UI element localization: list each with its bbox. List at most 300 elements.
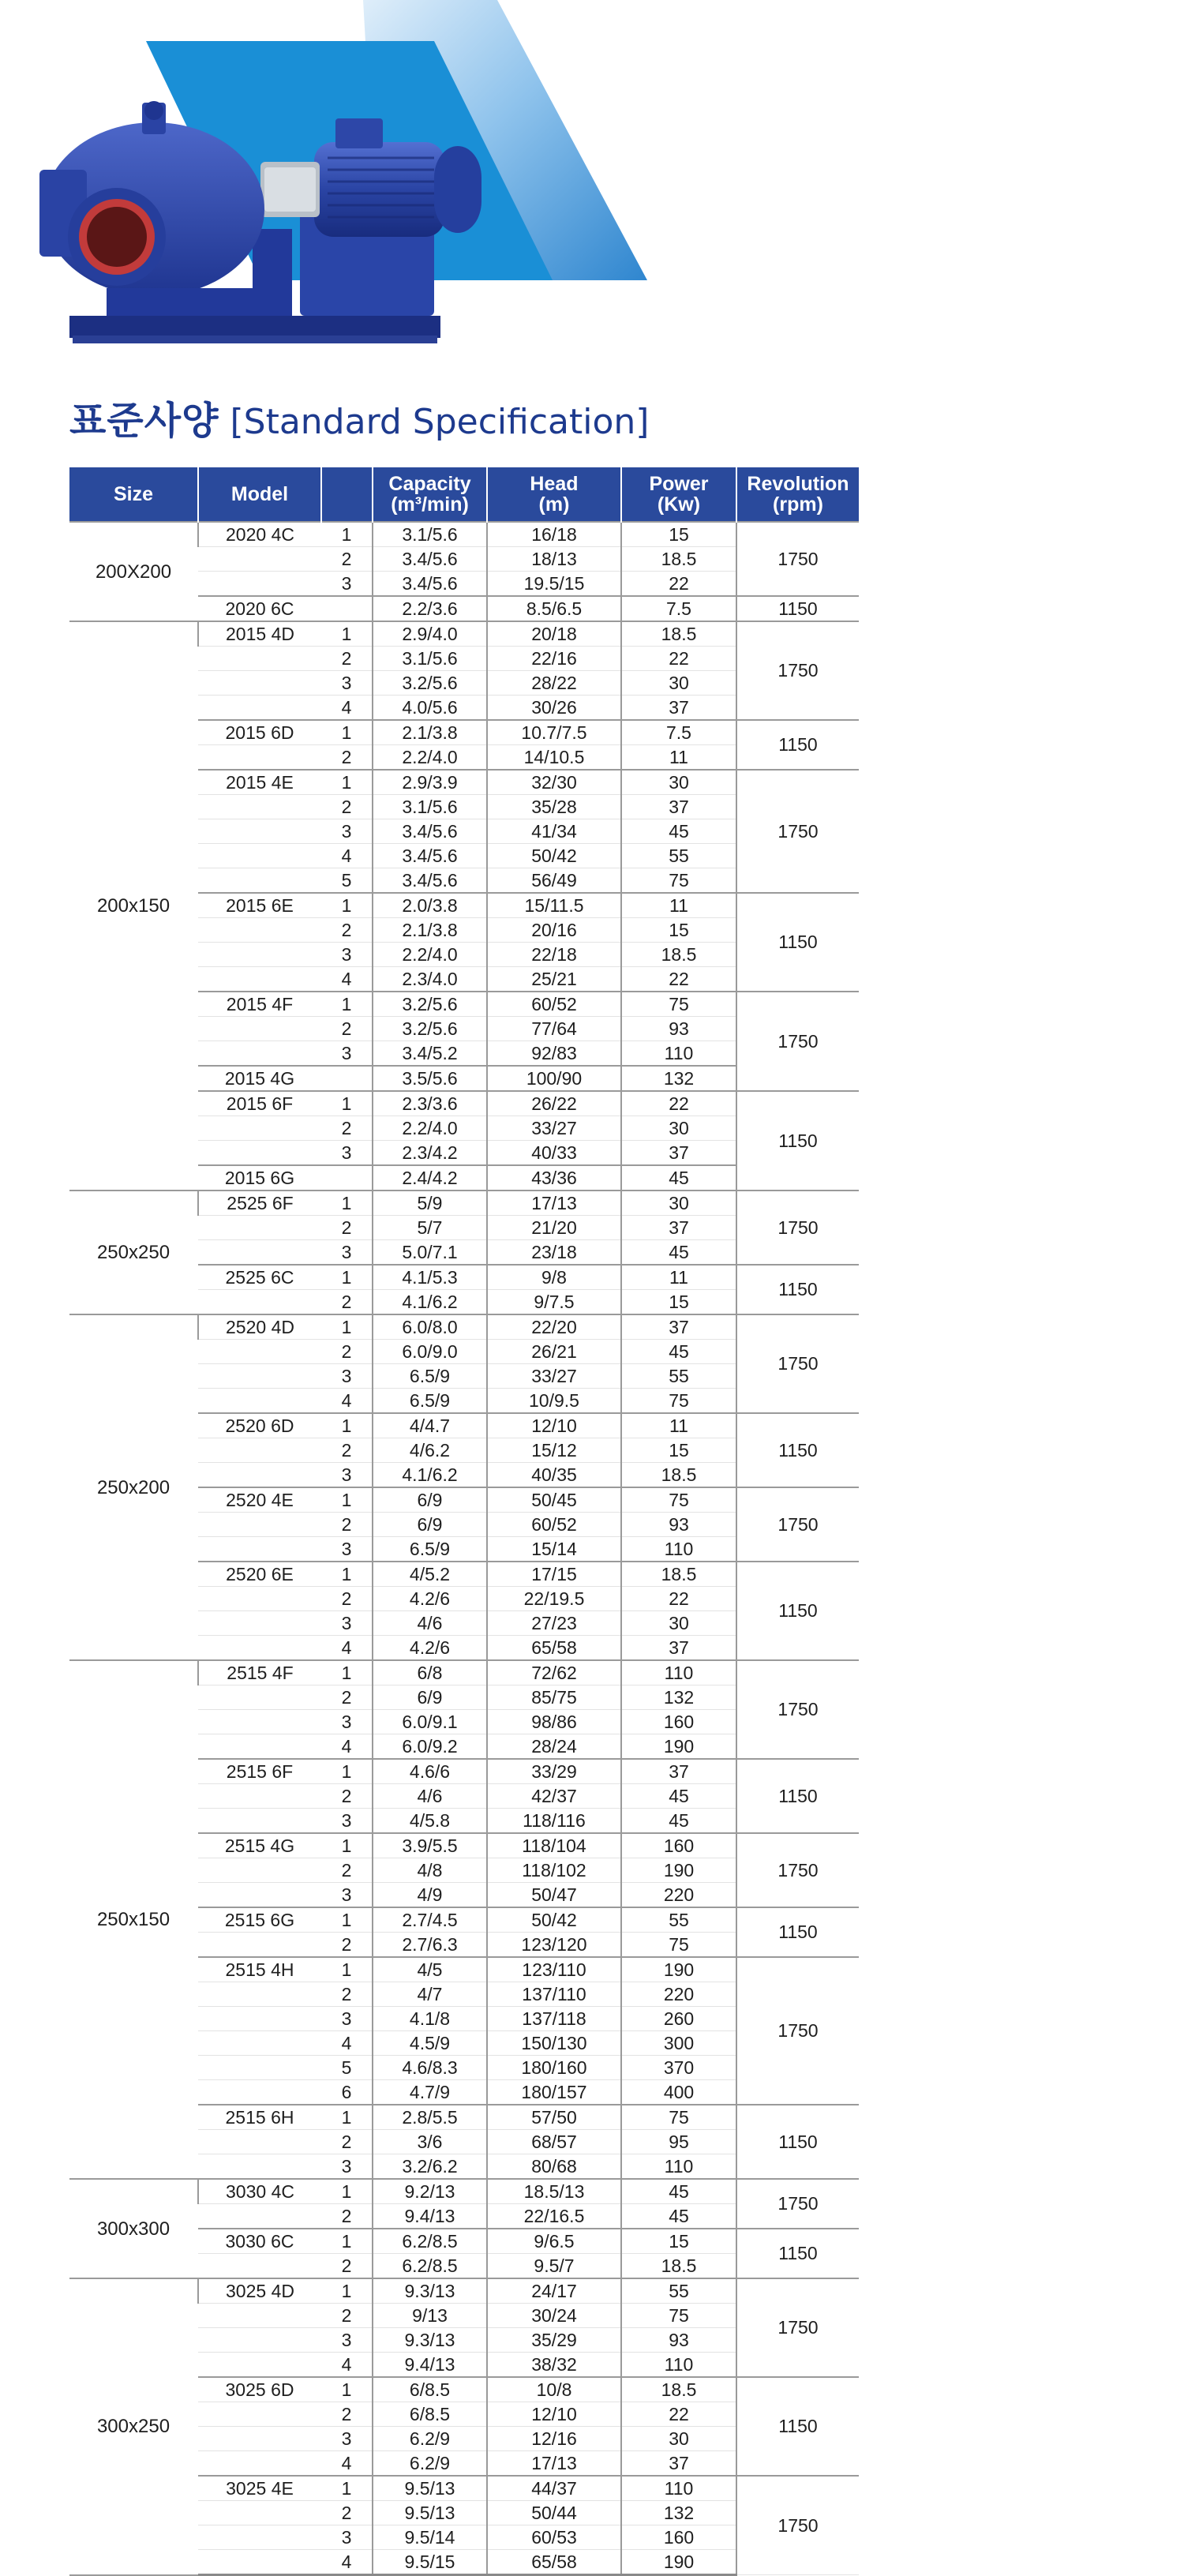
model-cell <box>198 2204 321 2229</box>
power-cell: 95 <box>621 2130 736 2154</box>
head-cell: 77/64 <box>487 1017 621 1041</box>
model-cell <box>198 647 321 671</box>
size-cell: 250x200 <box>69 1314 198 1660</box>
stage-number-cell: 1 <box>321 992 373 1017</box>
head-cell: 92/83 <box>487 1041 621 1067</box>
capacity-cell: 4.1/8 <box>373 2007 487 2031</box>
stage-number-cell: 3 <box>321 2007 373 2031</box>
head-cell: 150/130 <box>487 2031 621 2056</box>
power-cell: 11 <box>621 893 736 918</box>
model-cell <box>198 1587 321 1611</box>
power-cell: 75 <box>621 1487 736 1513</box>
head-cell: 44/37 <box>487 2476 621 2501</box>
size-cell: 250x250 <box>69 1191 198 1314</box>
capacity-cell: 4.1/6.2 <box>373 1290 487 1315</box>
head-cell: 50/42 <box>487 1907 621 1933</box>
power-cell: 30 <box>621 2427 736 2451</box>
power-cell: 110 <box>621 1041 736 1067</box>
stage-number-cell: 1 <box>321 2179 373 2204</box>
power-cell: 18.5 <box>621 2377 736 2402</box>
stage-number-cell: 2 <box>321 1933 373 1958</box>
power-cell: 220 <box>621 1883 736 1908</box>
power-cell: 37 <box>621 1636 736 1661</box>
power-cell: 190 <box>621 1734 736 1760</box>
stage-number-cell: 1 <box>321 1957 373 1982</box>
head-cell: 19.5/15 <box>487 572 621 597</box>
stage-number-cell: 3 <box>321 819 373 844</box>
model-cell: 2525 6C <box>198 1265 321 1290</box>
table-row <box>69 2278 859 2304</box>
revolution-cell: 1150 <box>736 2105 859 2179</box>
revolution-cell: 1150 <box>736 2377 859 2476</box>
capacity-cell: 3.2/5.6 <box>373 992 487 1017</box>
stage-number-cell: 2 <box>321 2204 373 2229</box>
power-cell: 75 <box>621 2304 736 2328</box>
capacity-cell: 2.7/4.5 <box>373 1907 487 1933</box>
power-cell: 160 <box>621 1833 736 1858</box>
head-cell: 22/18 <box>487 943 621 967</box>
table-header-row <box>69 467 859 522</box>
capacity-cell: 2.0/3.8 <box>373 893 487 918</box>
model-cell <box>198 1216 321 1240</box>
head-cell: 20/16 <box>487 918 621 943</box>
model-cell: 2015 6D <box>198 720 321 745</box>
capacity-cell: 2.3/3.6 <box>373 1091 487 1116</box>
stage-number-cell: 1 <box>321 1833 373 1858</box>
head-cell: 10/9.5 <box>487 1389 621 1414</box>
head-cell: 18.5/13 <box>487 2179 621 2204</box>
capacity-cell: 4/6 <box>373 1611 487 1636</box>
power-cell: 22 <box>621 967 736 992</box>
model-cell <box>198 1537 321 1562</box>
size-cell: 300x300 <box>69 2179 198 2278</box>
model-cell <box>198 1513 321 1537</box>
stage-number-cell: 3 <box>321 1809 373 1834</box>
capacity-cell: 9.5/13 <box>373 2476 487 2501</box>
model-cell <box>198 2031 321 2056</box>
table-row <box>69 1191 859 1216</box>
power-cell: 75 <box>621 868 736 894</box>
model-cell <box>198 1982 321 2007</box>
power-cell: 15 <box>621 1438 736 1463</box>
head-cell: 118/102 <box>487 1858 621 1883</box>
head-cell: 33/29 <box>487 1759 621 1784</box>
power-cell: 110 <box>621 2353 736 2378</box>
capacity-cell: 2.2/4.0 <box>373 745 487 771</box>
stage-number-cell: 2 <box>321 1017 373 1041</box>
stage-number-cell: 1 <box>321 1091 373 1116</box>
stage-number-cell: 3 <box>321 2328 373 2353</box>
revolution-cell: 1750 <box>736 2476 859 2575</box>
power-cell: 22 <box>621 1587 736 1611</box>
head-cell: 21/20 <box>487 1216 621 1240</box>
stage-number-cell: 2 <box>321 1587 373 1611</box>
stage-number-cell: 2 <box>321 1116 373 1141</box>
model-cell <box>198 1141 321 1166</box>
stage-number-cell: 3 <box>321 1141 373 1166</box>
model-cell: 2520 4E <box>198 1487 321 1513</box>
capacity-cell: 4.0/5.6 <box>373 696 487 721</box>
stage-number-cell: 2 <box>321 745 373 771</box>
head-cell: 14/10.5 <box>487 745 621 771</box>
stage-number-cell: 4 <box>321 2451 373 2477</box>
head-cell: 15/12 <box>487 1438 621 1463</box>
head-cell: 137/118 <box>487 2007 621 2031</box>
head-cell: 33/27 <box>487 1116 621 1141</box>
power-cell: 37 <box>621 1759 736 1784</box>
head-cell: 26/21 <box>487 1340 621 1364</box>
capacity-cell: 6/8 <box>373 1660 487 1685</box>
model-cell <box>198 2451 321 2477</box>
power-cell: 37 <box>621 1314 736 1340</box>
model-cell <box>198 2056 321 2080</box>
size-cell: 250x150 <box>69 1660 198 2179</box>
model-cell: 2515 6G <box>198 1907 321 1933</box>
power-cell: 110 <box>621 2476 736 2501</box>
model-cell <box>198 696 321 721</box>
head-cell: 8.5/6.5 <box>487 596 621 621</box>
model-cell: 2515 6F <box>198 1759 321 1784</box>
header-model: Model <box>198 467 321 522</box>
head-cell: 60/52 <box>487 1513 621 1537</box>
power-cell: 18.5 <box>621 547 736 572</box>
stage-number-cell: 4 <box>321 967 373 992</box>
head-cell: 22/20 <box>487 1314 621 1340</box>
power-cell: 15 <box>621 522 736 547</box>
stage-number-cell: 3 <box>321 1883 373 1908</box>
capacity-cell: 5/9 <box>373 1191 487 1216</box>
head-cell: 9.5/7 <box>487 2254 621 2279</box>
revolution-cell: 1750 <box>736 1314 859 1413</box>
capacity-cell: 9.2/13 <box>373 2179 487 2204</box>
model-cell <box>198 1290 321 1315</box>
revolution-cell: 1750 <box>736 621 859 720</box>
stage-number-cell: 3 <box>321 2427 373 2451</box>
model-cell: 2515 6H <box>198 2105 321 2130</box>
head-cell: 12/10 <box>487 1413 621 1438</box>
stage-number-cell: 1 <box>321 1907 373 1933</box>
power-cell: 300 <box>621 2031 736 2056</box>
model-cell <box>198 2353 321 2378</box>
size-cell: 200X200 <box>69 522 198 621</box>
power-cell: 11 <box>621 745 736 771</box>
power-cell: 190 <box>621 1957 736 1982</box>
capacity-cell: 4.1/5.3 <box>373 1265 487 1290</box>
stage-number-cell: 3 <box>321 671 373 696</box>
model-cell <box>198 1340 321 1364</box>
stage-number-cell: 1 <box>321 1265 373 1290</box>
size-cell: 300x250 <box>69 2278 198 2575</box>
capacity-cell: 6.0/9.1 <box>373 1710 487 1734</box>
power-cell: 110 <box>621 2154 736 2180</box>
table-row <box>69 1314 859 1340</box>
model-cell <box>198 2525 321 2550</box>
model-cell <box>198 745 321 771</box>
stage-number-cell: 2 <box>321 1982 373 2007</box>
head-cell: 24/17 <box>487 2278 621 2304</box>
power-cell: 30 <box>621 1191 736 1216</box>
title-english: [Standard Specification] <box>230 402 650 442</box>
stage-number-cell <box>321 596 373 621</box>
model-cell <box>198 2427 321 2451</box>
power-cell: 22 <box>621 2402 736 2427</box>
head-cell: 60/52 <box>487 992 621 1017</box>
power-cell: 110 <box>621 1660 736 1685</box>
head-cell: 22/19.5 <box>487 1587 621 1611</box>
revolution-cell: 1750 <box>736 770 859 893</box>
capacity-cell: 4/8 <box>373 1858 487 1883</box>
stage-number-cell: 2 <box>321 1513 373 1537</box>
model-cell <box>198 671 321 696</box>
capacity-cell: 6.2/8.5 <box>373 2229 487 2254</box>
revolution-cell: 1750 <box>736 2179 859 2229</box>
revolution-cell: 1750 <box>736 2278 859 2377</box>
head-cell: 123/110 <box>487 1957 621 1982</box>
head-cell: 43/36 <box>487 1165 621 1191</box>
model-cell <box>198 1858 321 1883</box>
capacity-cell: 3.1/5.6 <box>373 795 487 819</box>
stage-number-cell: 4 <box>321 2550 373 2575</box>
capacity-cell: 9.4/13 <box>373 2204 487 2229</box>
header-head: Head (m) <box>487 467 621 522</box>
model-cell <box>198 1710 321 1734</box>
header-power: Power (Kw) <box>621 467 736 522</box>
model-cell <box>198 1933 321 1958</box>
head-cell: 16/18 <box>487 522 621 547</box>
model-cell <box>198 795 321 819</box>
revolution-cell: 1750 <box>736 1660 859 1759</box>
stage-number-cell: 2 <box>321 1438 373 1463</box>
head-cell: 12/10 <box>487 2402 621 2427</box>
capacity-cell: 3.4/5.6 <box>373 819 487 844</box>
model-cell: 2515 4F <box>198 1660 321 1685</box>
head-cell: 22/16.5 <box>487 2204 621 2229</box>
head-cell: 9/7.5 <box>487 1290 621 1315</box>
model-cell <box>198 1463 321 1488</box>
capacity-cell: 3.4/5.2 <box>373 1041 487 1067</box>
capacity-cell: 6.0/9.0 <box>373 1340 487 1364</box>
power-cell: 45 <box>621 1809 736 1834</box>
stage-number-cell: 2 <box>321 1290 373 1315</box>
power-cell: 37 <box>621 696 736 721</box>
model-cell <box>198 547 321 572</box>
power-cell: 30 <box>621 1116 736 1141</box>
table-row <box>69 1660 859 1685</box>
head-cell: 30/24 <box>487 2304 621 2328</box>
power-cell: 7.5 <box>621 596 736 621</box>
stage-number-cell: 4 <box>321 1636 373 1661</box>
model-cell <box>198 918 321 943</box>
power-cell: 11 <box>621 1413 736 1438</box>
model-cell <box>198 1734 321 1760</box>
power-cell: 55 <box>621 1907 736 1933</box>
head-cell: 10/8 <box>487 2377 621 2402</box>
capacity-cell: 2.9/3.9 <box>373 770 487 795</box>
capacity-cell: 2.7/6.3 <box>373 1933 487 1958</box>
capacity-cell: 5.0/7.1 <box>373 1240 487 1266</box>
capacity-cell: 9.5/15 <box>373 2550 487 2575</box>
capacity-cell: 6.5/9 <box>373 1389 487 1414</box>
power-cell: 93 <box>621 1513 736 1537</box>
model-cell: 2520 6E <box>198 1562 321 1587</box>
capacity-cell: 6.0/8.0 <box>373 1314 487 1340</box>
hero-pump-illustration <box>24 0 655 355</box>
power-cell: 18.5 <box>621 1562 736 1587</box>
revolution-cell: 1750 <box>736 1957 859 2105</box>
capacity-cell: 6.2/8.5 <box>373 2254 487 2279</box>
model-cell <box>198 943 321 967</box>
power-cell: 45 <box>621 819 736 844</box>
capacity-cell: 3.4/5.6 <box>373 572 487 597</box>
head-cell: 56/49 <box>487 868 621 894</box>
head-cell: 50/44 <box>487 2501 621 2525</box>
head-cell: 180/160 <box>487 2056 621 2080</box>
head-cell: 23/18 <box>487 1240 621 1266</box>
power-cell: 400 <box>621 2080 736 2105</box>
model-cell: 2015 6F <box>198 1091 321 1116</box>
power-cell: 45 <box>621 2204 736 2229</box>
stage-number-cell: 3 <box>321 572 373 597</box>
capacity-cell: 3/6 <box>373 2130 487 2154</box>
stage-number-cell: 6 <box>321 2080 373 2105</box>
power-cell: 260 <box>621 2007 736 2031</box>
head-cell: 25/21 <box>487 967 621 992</box>
head-cell: 9/6.5 <box>487 2229 621 2254</box>
model-cell: 2525 6F <box>198 1191 321 1216</box>
model-cell: 3030 4C <box>198 2179 321 2204</box>
power-cell: 30 <box>621 671 736 696</box>
head-cell: 41/34 <box>487 819 621 844</box>
power-cell: 22 <box>621 647 736 671</box>
power-cell: 132 <box>621 2501 736 2525</box>
revolution-cell: 1150 <box>736 2229 859 2278</box>
stage-number-cell: 1 <box>321 1759 373 1784</box>
head-cell: 33/27 <box>487 1364 621 1389</box>
capacity-cell: 3.4/5.6 <box>373 844 487 868</box>
model-cell: 2015 4G <box>198 1066 321 1091</box>
stage-number-cell: 1 <box>321 770 373 795</box>
revolution-cell: 1150 <box>736 596 859 621</box>
power-cell: 30 <box>621 1611 736 1636</box>
stage-number-cell: 1 <box>321 2278 373 2304</box>
power-cell: 190 <box>621 1858 736 1883</box>
stage-number-cell: 2 <box>321 1858 373 1883</box>
head-cell: 22/16 <box>487 647 621 671</box>
revolution-cell: 1150 <box>736 1907 859 1957</box>
header-no <box>321 467 373 522</box>
stage-number-cell: 1 <box>321 1660 373 1685</box>
capacity-cell: 4/5 <box>373 1957 487 1982</box>
head-cell: 9/8 <box>487 1265 621 1290</box>
model-cell: 2520 6D <box>198 1413 321 1438</box>
capacity-cell: 4.2/6 <box>373 1587 487 1611</box>
stage-number-cell: 3 <box>321 2525 373 2550</box>
head-cell: 35/28 <box>487 795 621 819</box>
capacity-cell: 4.5/9 <box>373 2031 487 2056</box>
power-cell: 93 <box>621 2328 736 2353</box>
revolution-cell: 1150 <box>736 1265 859 1314</box>
revolution-cell: 1150 <box>736 1562 859 1660</box>
power-cell: 45 <box>621 2179 736 2204</box>
head-cell: 32/30 <box>487 770 621 795</box>
model-cell: 2020 6C <box>198 596 321 621</box>
power-cell: 93 <box>621 1017 736 1041</box>
power-cell: 160 <box>621 2525 736 2550</box>
stage-number-cell: 4 <box>321 1389 373 1414</box>
stage-number-cell <box>321 1165 373 1191</box>
revolution-cell: 1150 <box>736 1413 859 1487</box>
head-cell: 28/22 <box>487 671 621 696</box>
stage-number-cell: 2 <box>321 2130 373 2154</box>
head-cell: 50/45 <box>487 1487 621 1513</box>
power-cell: 55 <box>621 1364 736 1389</box>
head-cell: 57/50 <box>487 2105 621 2130</box>
revolution-cell: 1750 <box>736 1833 859 1907</box>
capacity-cell: 2.3/4.0 <box>373 967 487 992</box>
stage-number-cell: 4 <box>321 2353 373 2378</box>
power-cell: 110 <box>621 1537 736 1562</box>
capacity-cell: 2.3/4.2 <box>373 1141 487 1166</box>
stage-number-cell: 4 <box>321 696 373 721</box>
capacity-cell: 2.9/4.0 <box>373 621 487 647</box>
head-cell: 65/58 <box>487 2550 621 2575</box>
model-cell: 2015 4D <box>198 621 321 647</box>
power-cell: 75 <box>621 2105 736 2130</box>
capacity-cell: 6/9 <box>373 1487 487 1513</box>
power-cell: 370 <box>621 2056 736 2080</box>
power-cell: 18.5 <box>621 2254 736 2279</box>
stage-number-cell: 1 <box>321 1413 373 1438</box>
stage-number-cell: 2 <box>321 647 373 671</box>
power-cell: 75 <box>621 1933 736 1958</box>
model-cell <box>198 2501 321 2525</box>
head-cell: 50/42 <box>487 844 621 868</box>
stage-number-cell: 3 <box>321 1537 373 1562</box>
model-cell <box>198 1364 321 1389</box>
stage-number-cell: 2 <box>321 1340 373 1364</box>
model-cell <box>198 1809 321 1834</box>
capacity-cell: 2.4/4.2 <box>373 1165 487 1191</box>
stage-number-cell: 1 <box>321 2105 373 2130</box>
stage-number-cell: 2 <box>321 2501 373 2525</box>
head-cell: 137/110 <box>487 1982 621 2007</box>
stage-number-cell: 3 <box>321 1611 373 1636</box>
capacity-cell: 4/4.7 <box>373 1413 487 1438</box>
stage-number-cell: 1 <box>321 1314 373 1340</box>
capacity-cell: 3.1/5.6 <box>373 522 487 547</box>
capacity-cell: 3.9/5.5 <box>373 1833 487 1858</box>
power-cell: 55 <box>621 844 736 868</box>
stage-number-cell: 5 <box>321 868 373 894</box>
head-cell: 18/13 <box>487 547 621 572</box>
power-cell: 15 <box>621 918 736 943</box>
power-cell: 45 <box>621 1165 736 1191</box>
stage-number-cell: 1 <box>321 1191 373 1216</box>
model-cell <box>198 1116 321 1141</box>
stage-number-cell <box>321 1066 373 1091</box>
model-cell <box>198 844 321 868</box>
capacity-cell: 2.8/5.5 <box>373 2105 487 2130</box>
stage-number-cell: 1 <box>321 893 373 918</box>
capacity-cell: 4.2/6 <box>373 1636 487 1661</box>
model-cell <box>198 1883 321 1908</box>
stage-number-cell: 2 <box>321 547 373 572</box>
head-cell: 100/90 <box>487 1066 621 1091</box>
spec-table <box>69 467 859 2576</box>
model-cell: 2015 4F <box>198 992 321 1017</box>
capacity-cell: 6.5/9 <box>373 1364 487 1389</box>
model-cell: 2015 6E <box>198 893 321 918</box>
